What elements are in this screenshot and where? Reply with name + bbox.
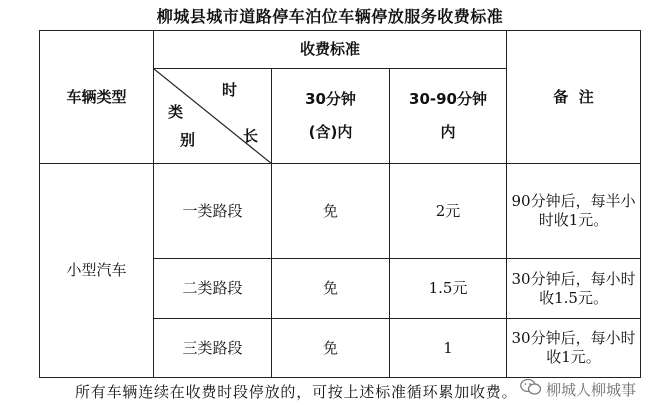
remark-cell: 30分钟后，每小时收1元。 (507, 319, 641, 378)
remark-cell: 30分钟后，每小时收1.5元。 (507, 259, 641, 319)
fee-30-90-cell: 1.5元 (390, 259, 507, 319)
header-within-30min-line1: 30分钟 (305, 90, 356, 109)
wechat-icon (520, 378, 542, 400)
remark-cell: 90分钟后，每半小时收1元。 (507, 164, 641, 259)
footer-note: 所有车辆连续在收费时段停放的，可按上述标准循环累加收费。 (75, 383, 518, 401)
watermark-text: 柳城人柳城事 (546, 380, 637, 399)
fee-30-cell: 免 (272, 319, 390, 378)
diag-label-length: 长 (243, 127, 259, 145)
header-within-30min-line2: (含)内 (308, 123, 353, 141)
fee-30-90-cell: 2元 (390, 164, 507, 259)
header-30-90min-line1: 30-90分钟 (409, 90, 487, 109)
diag-label-class: 别 (180, 131, 196, 149)
road-class-cell: 一类路段 (154, 164, 272, 259)
header-diagonal-cell (154, 69, 272, 164)
header-vehicle-type: 车辆类型 (40, 31, 154, 164)
fee-30-cell: 免 (272, 164, 390, 259)
road-class-cell: 二类路段 (154, 259, 272, 319)
header-remarks: 备 注 (507, 31, 641, 164)
road-class-cell: 三类路段 (154, 319, 272, 378)
header-30-90min-line2: 内 (440, 123, 456, 141)
fee-30-90-cell: 1 (390, 319, 507, 378)
fee-30-cell: 免 (272, 259, 390, 319)
page-title: 柳城县城市道路停车泊位车辆停放服务收费标准 (156, 7, 504, 26)
header-fee-standard: 收费标准 (154, 31, 507, 69)
vehicle-type-cell: 小型汽车 (40, 164, 154, 378)
fee-table (39, 30, 641, 378)
diag-label-time: 时 (222, 81, 238, 99)
watermark (520, 378, 636, 400)
header-within-30min (272, 69, 390, 164)
diag-label-kind: 类 (168, 103, 184, 121)
header-30-90min (390, 69, 507, 164)
